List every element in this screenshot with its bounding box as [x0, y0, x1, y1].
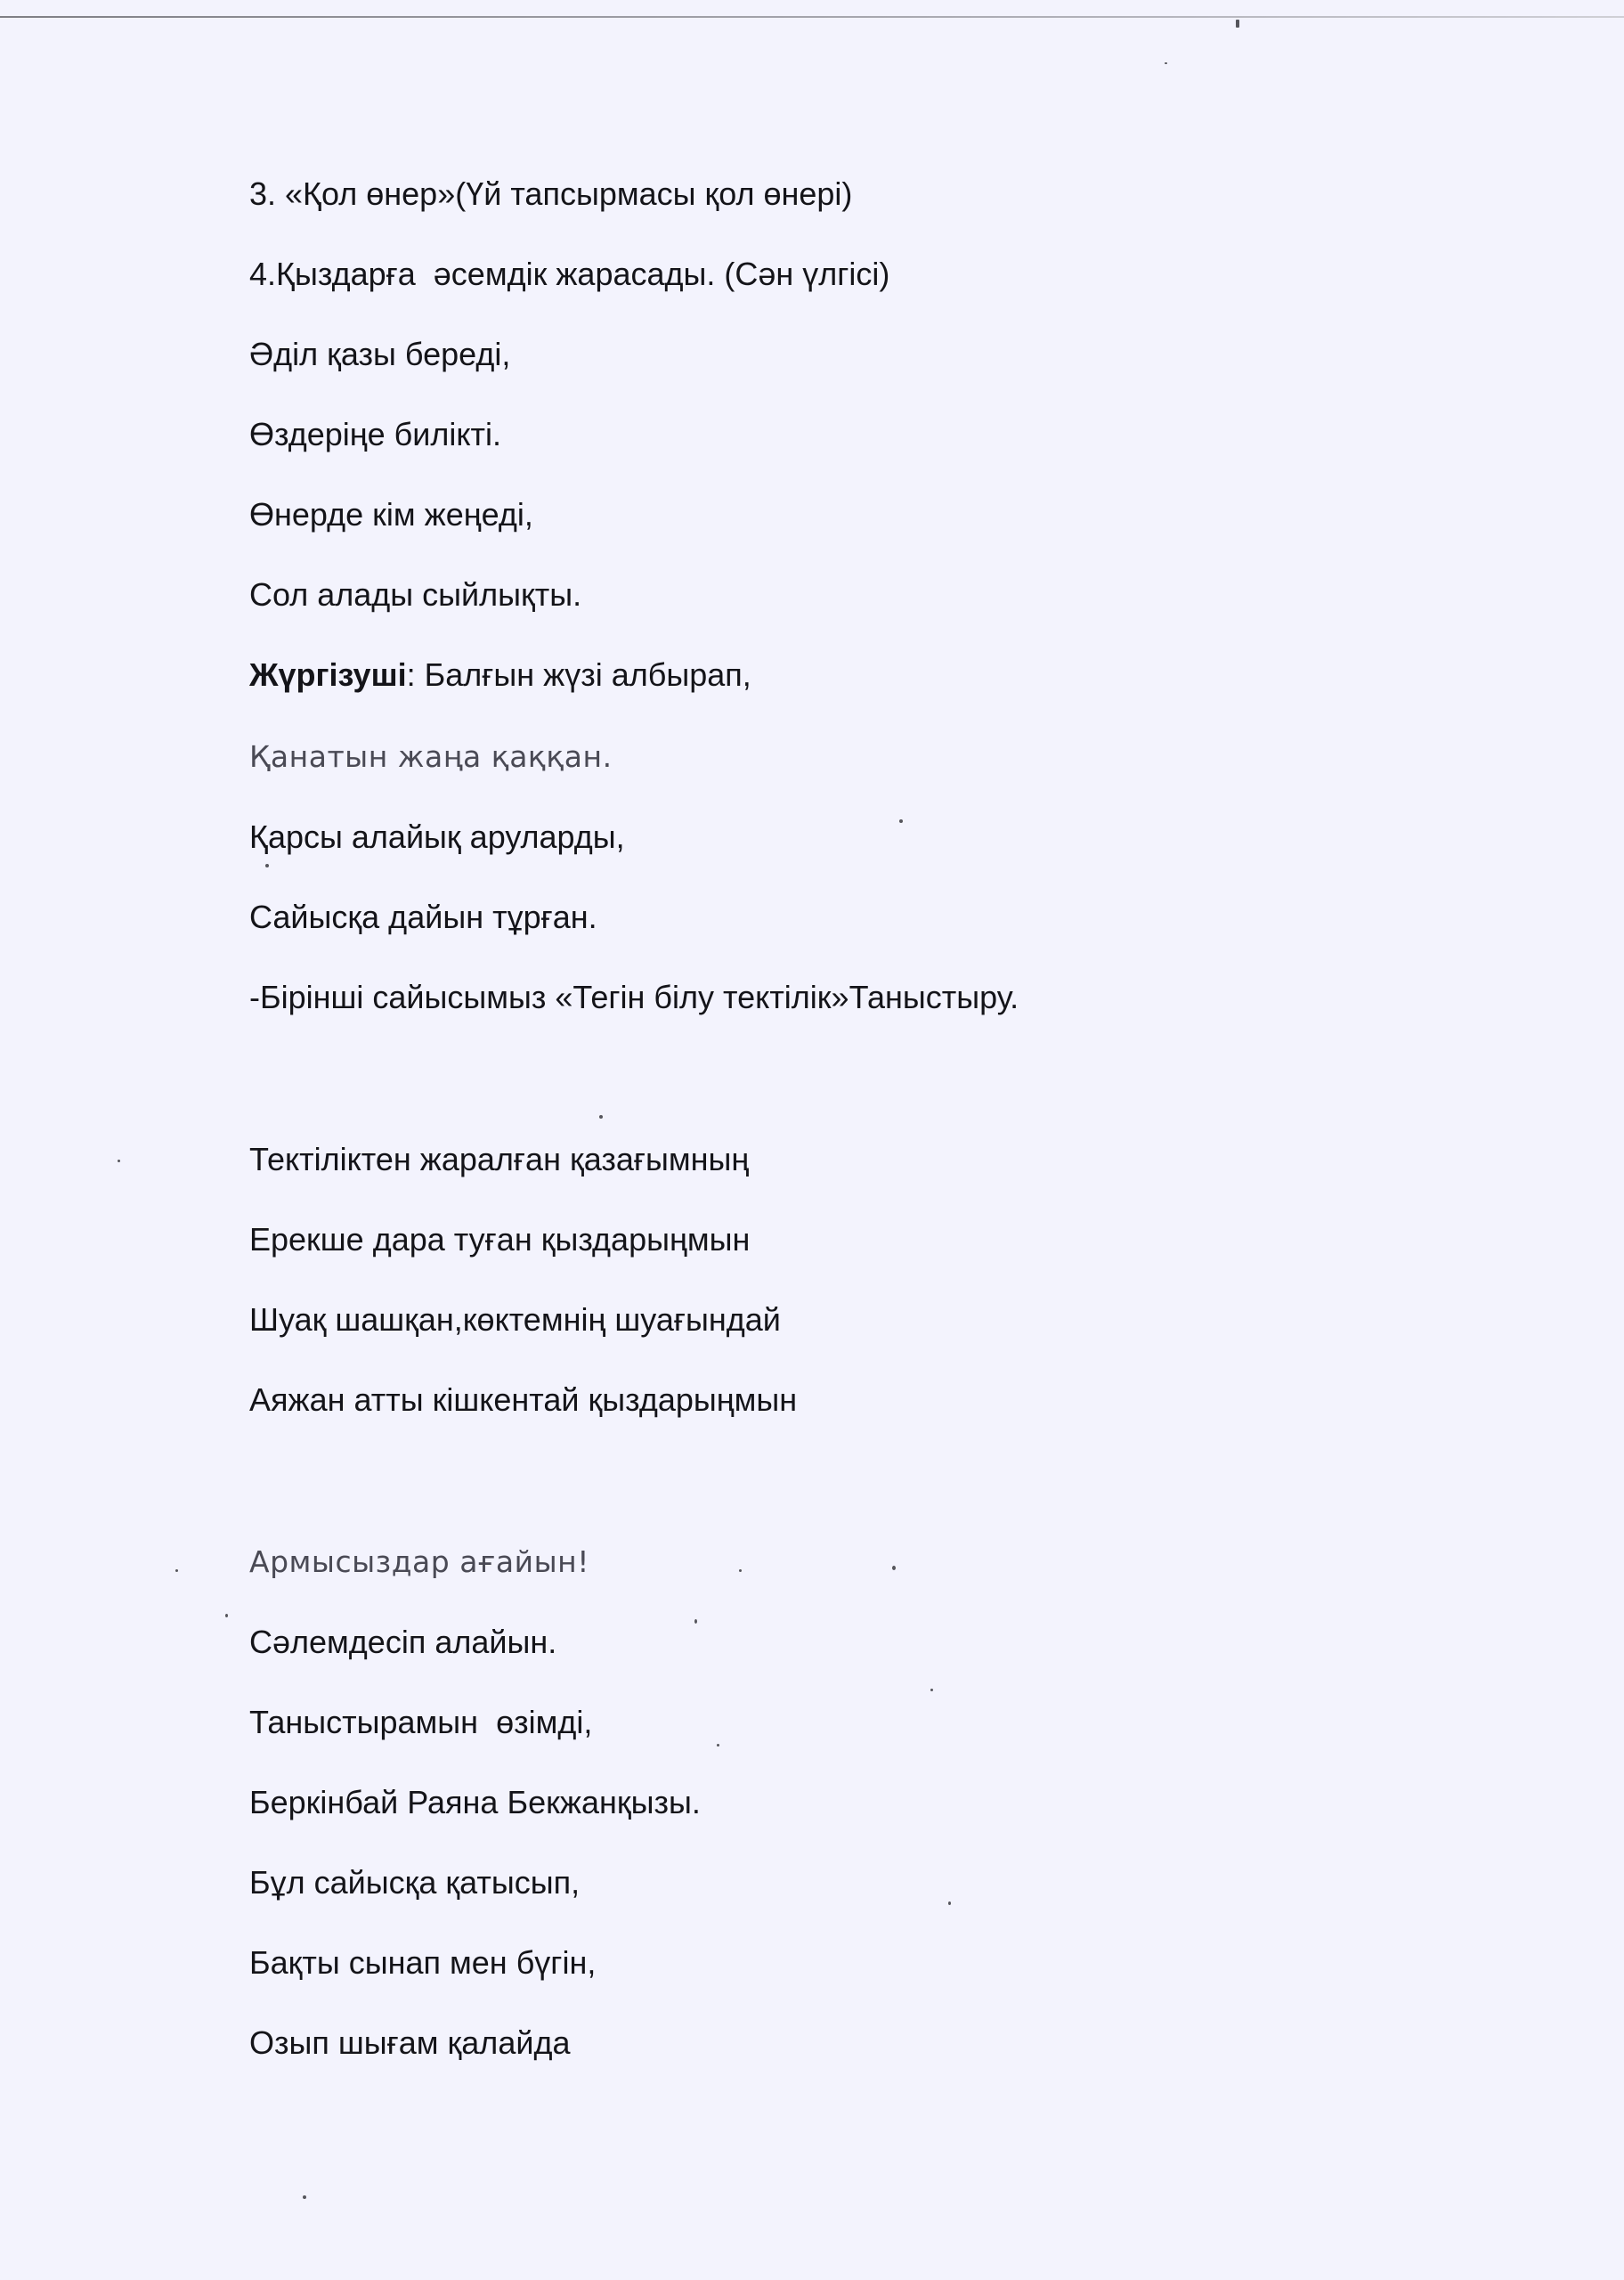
text-line: Таныстырамын өзімді,: [249, 1704, 593, 1740]
text-line: -Бірінші сайысымыз «Тегін білу тектілік»Таныстыру.: [249, 979, 1019, 1015]
text-line: Сол алады сыйлықты.: [249, 576, 582, 613]
text-line: Өздеріңе билікті.: [249, 416, 502, 452]
speaker-name: Жүргізуші: [249, 656, 407, 693]
text-line: 3. «Қол өнер»(Үй тапсырмасы қол өнері): [249, 175, 853, 212]
text-line: Қанатын жаңа қаққан.: [249, 739, 613, 774]
text-line: Өнерде кім жеңеді,: [249, 496, 533, 533]
text-line: Тектіліктен жаралған қазағымның: [249, 1141, 750, 1177]
text-line: Озып шығам қалайда: [249, 2024, 571, 2061]
text-line: Бақты сынап мен бүгін,: [249, 1944, 597, 1981]
text-line: 4.Қыздарға әсемдік жарасады. (Сән үлгісі): [249, 256, 890, 292]
text-line: Армысыздар ағайын!: [249, 1544, 589, 1579]
text-line: Сайысқа дайын тұрған.: [249, 899, 597, 935]
speaker-line: [249, 656, 751, 695]
text-line: Сәлемдесіп алайын.: [249, 1624, 557, 1660]
text-line: Шуақ шашқан,көктемнің шуағындай: [249, 1301, 781, 1338]
text-line: Қарсы алайық аруларды,: [249, 818, 625, 855]
text-line: Беркінбай Раяна Бекжанқызы.: [249, 1784, 701, 1820]
speaker-text: : Балғын жүзі албырап,: [406, 656, 751, 693]
text-line: Аяжан атты кішкентай қыздарыңмын: [249, 1381, 798, 1418]
text-line: Бұл сайысқа қатысып,: [249, 1864, 581, 1901]
text-line: Ерекше дара туған қыздарыңмын: [249, 1221, 751, 1258]
text-line: Әділ қазы береді,: [249, 336, 511, 372]
